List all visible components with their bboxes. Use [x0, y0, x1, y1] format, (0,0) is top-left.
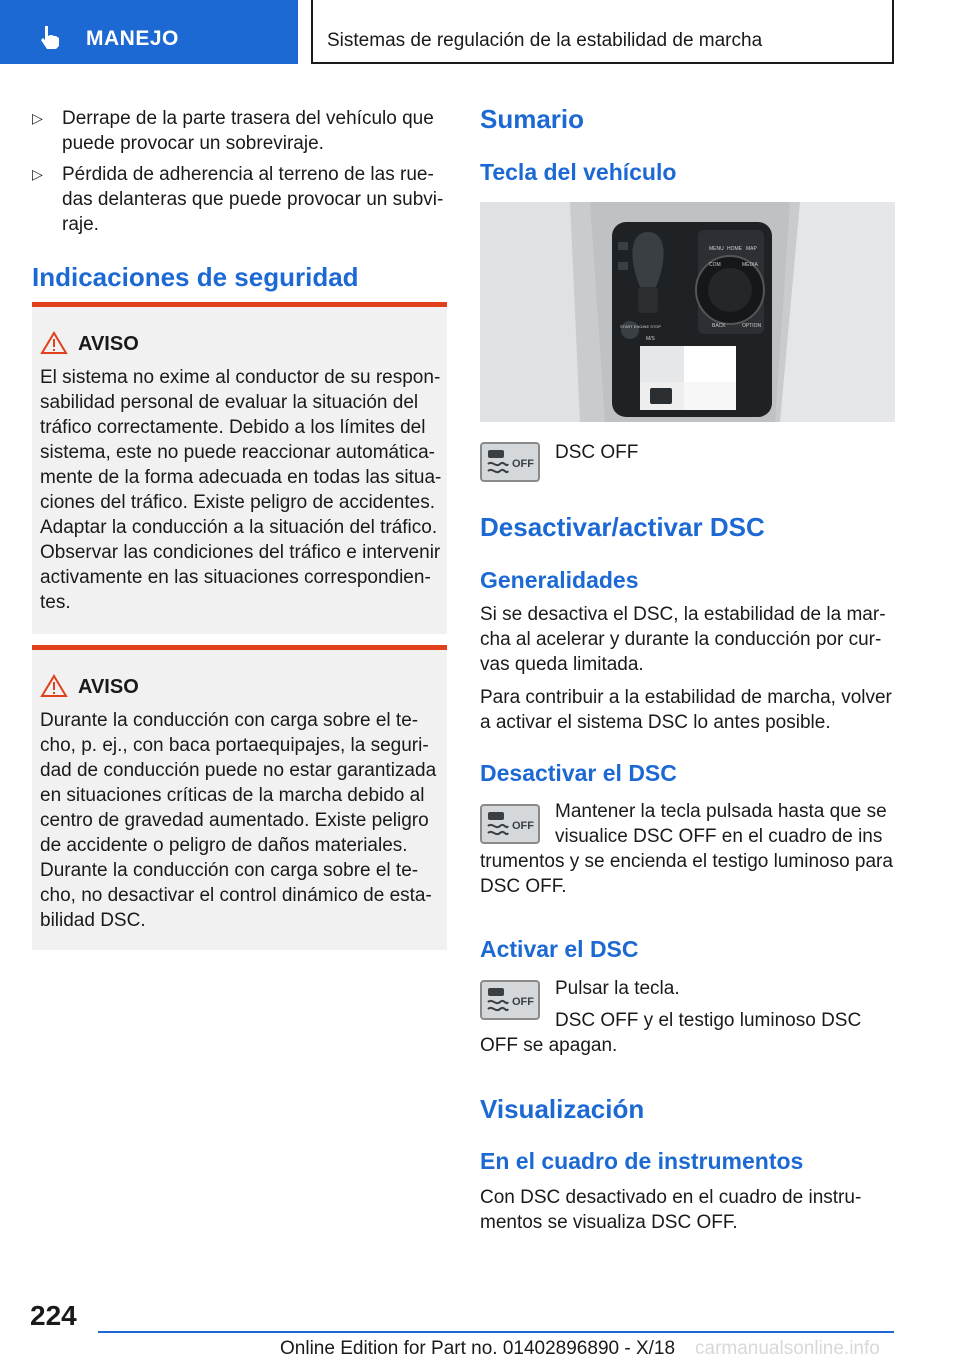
- page-number: 224: [30, 1300, 77, 1331]
- activar-heading: Activar el DSC: [480, 936, 639, 962]
- desactivar-text-continued: trumentos y se encienda el testigo luminoso para DSC OFF.: [480, 851, 893, 897]
- visualizacion-heading: Visualización: [480, 1094, 645, 1124]
- warning-title: AVISO: [78, 333, 139, 355]
- photo-label-back: BACK: [712, 323, 726, 329]
- warning-box: [32, 302, 447, 634]
- photo-label-map: MAP: [746, 246, 757, 252]
- list-item-text: Pérdida de adherencia al terreno de las ruedas delanteras que puede provocar un subviraje.: [62, 164, 444, 235]
- dsc-car-skid-icon: [482, 806, 538, 842]
- desactivar-text: Mantener la tecla pulsada hasta que se visualice DSC OFF en el cuadro de ins: [555, 801, 887, 847]
- list-item-text: Derrape de la parte trasera del vehículo que puede provocar un sobreviraje.: [62, 108, 434, 154]
- footer-edition: Online Edition for Part no. 01402896890 - X/18: [280, 1338, 676, 1359]
- warning-text: Durante la conducción con carga sobre el techo, p. ej., con baca portaequipajes, la seguridad de conducción puede no estar garantizada en situaciones críticas de la marcha debido al centro de gravedad aumentado. Existe peligro de accidente o peligro de daños materiales. Durante la conducción con carga sobre el techo, no desactivar el control dinámico de estabilidad DSC.: [40, 710, 437, 931]
- warning-box: [32, 645, 447, 950]
- generalidades-paragraph-2: Para contribuir a la estabilidad de marcha, volver a activar el sistema DSC lo antes posible.: [480, 687, 892, 733]
- chapter-title: Sistemas de regulación de la estabilidad de marcha: [327, 30, 763, 51]
- photo-label-media: MEDIA: [742, 262, 758, 268]
- dsc-car-skid-icon: [482, 982, 538, 1018]
- photo-label-menu: MENU: [709, 246, 724, 252]
- desactivar-activar-heading: Desactivar/activar DSC: [480, 512, 765, 542]
- dsc-off-icon: [480, 442, 540, 482]
- footer-divider: [98, 1331, 894, 1333]
- photo-label-start: START ENGINE STOP: [620, 324, 662, 329]
- triangle-bullet-icon: ▷: [32, 166, 43, 182]
- dsc-off-label: DSC OFF: [555, 442, 639, 463]
- cuadro-paragraph: Con DSC desactivado en el cuadro de instrumentos se visualiza DSC OFF.: [480, 1187, 862, 1233]
- dsc-icon-text: OFF: [512, 458, 534, 470]
- warning-title: AVISO: [78, 676, 139, 698]
- section-label: MANEJO: [86, 27, 179, 50]
- generalidades-heading: Generalidades: [480, 567, 639, 593]
- center-console-photo: [480, 202, 895, 422]
- center-console-illustration: [480, 202, 895, 422]
- hand-pointer-icon: [38, 24, 64, 50]
- warning-text: El sistema no exime al conductor de su responsabilidad personal de evaluar la situación del tráfico correctamente. Debido a los límites del sistema, este no puede reaccionar automáticamente de la forma adecuada en todas las situaciones del tráfico. Existe peligro de accidentes. Adaptar la conducción a la situación del tráfico. Observar las condiciones del tráfico e intervenir activamente en las situaciones correspondientes.: [40, 367, 442, 613]
- photo-label-com: COM: [709, 262, 721, 268]
- chapter-header: [311, 0, 894, 64]
- dsc-off-icon: [480, 804, 540, 844]
- desactivar-heading: Desactivar el DSC: [480, 760, 677, 786]
- dsc-icon-text: OFF: [512, 996, 534, 1008]
- activar-text-2: DSC OFF y el testigo luminoso DSC: [555, 1010, 862, 1031]
- photo-label-mode: M/S: [646, 336, 655, 342]
- triangle-bullet-icon: ▷: [32, 110, 43, 126]
- activar-text-2-continued: OFF se apagan.: [480, 1035, 618, 1056]
- activar-text-1: Pulsar la tecla.: [555, 978, 680, 999]
- warning-triangle-icon: [40, 674, 68, 698]
- sumario-heading: Sumario: [480, 104, 585, 134]
- dsc-car-skid-icon: [482, 444, 538, 480]
- tecla-heading: Tecla del vehículo: [480, 159, 677, 185]
- watermark: carmanualsonline.info: [695, 1338, 880, 1359]
- dsc-icon-text: OFF: [512, 820, 534, 832]
- generalidades-paragraph-1: Si se desactiva el DSC, la estabilidad de la marcha al acelerar y durante la conducción por curvas queda limitada.: [480, 604, 886, 675]
- section-tab: [0, 0, 298, 64]
- cuadro-heading: En el cuadro de instrumentos: [480, 1148, 804, 1174]
- photo-label-option: OPTION: [742, 323, 762, 329]
- dsc-off-icon: [480, 980, 540, 1020]
- warning-triangle-icon: [40, 331, 68, 355]
- photo-label-home: HOME: [727, 246, 742, 252]
- safety-heading: Indicaciones de seguridad: [32, 262, 359, 292]
